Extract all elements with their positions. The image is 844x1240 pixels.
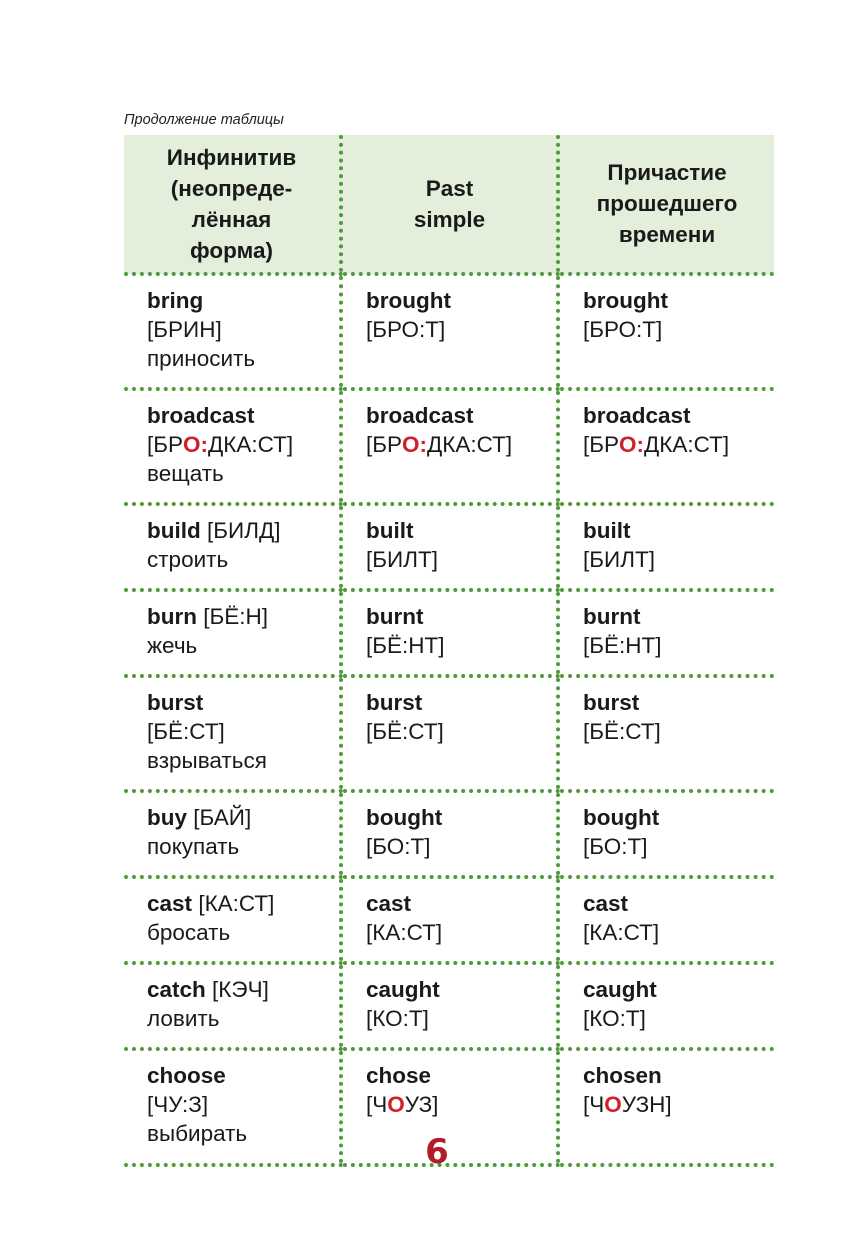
translation: выбирать xyxy=(147,1121,248,1146)
translation: строить xyxy=(147,547,229,572)
irregular-verbs-table xyxy=(124,135,774,1167)
participle-cell xyxy=(558,590,774,676)
verb-word: bring xyxy=(147,288,204,313)
transcription: [БЁ:СТ] xyxy=(583,719,661,744)
verb-word: burnt xyxy=(583,604,641,629)
transcription: [КО:Т] xyxy=(583,1006,646,1031)
transcription: [БЁ:Н] xyxy=(203,604,269,629)
table-row xyxy=(124,877,774,963)
verb-word: bought xyxy=(583,805,660,830)
verb-word: broadcast xyxy=(583,403,691,428)
stressed-vowel: О: xyxy=(402,432,428,457)
infinitive-cell xyxy=(124,676,341,791)
transcription: [БАЙ] xyxy=(193,805,252,830)
participle-cell xyxy=(558,504,774,590)
transcription: [БРИН] xyxy=(147,317,222,342)
table-row xyxy=(124,963,774,1049)
transcription: [КА:СТ] xyxy=(366,920,443,945)
verb-word: choose xyxy=(147,1063,226,1088)
transcription: [КА:СТ] xyxy=(583,920,660,945)
table-row xyxy=(124,389,774,504)
past-simple-cell xyxy=(341,963,558,1049)
verb-word: cast xyxy=(147,891,193,916)
table-row xyxy=(124,274,774,389)
transcription: [ЧОУЗН] xyxy=(583,1092,672,1117)
verb-word: burst xyxy=(583,690,640,715)
transcription: [БИЛТ] xyxy=(583,547,655,572)
transcription: [КО:Т] xyxy=(366,1006,429,1031)
verb-word: burn xyxy=(147,604,197,629)
transcription: [БЁ:НТ] xyxy=(366,633,445,658)
verb-word: catch xyxy=(147,977,206,1002)
verb-word: burnt xyxy=(366,604,424,629)
verb-word: cast xyxy=(366,891,412,916)
transcription: [БЁ:СТ] xyxy=(147,719,225,744)
verb-word: buy xyxy=(147,805,188,830)
table-row xyxy=(124,504,774,590)
table-continuation-caption: Продолжение таблицы xyxy=(124,112,284,128)
infinitive-cell xyxy=(124,791,341,877)
verb-word: broadcast xyxy=(147,403,255,428)
infinitive-cell xyxy=(124,274,341,389)
verb-word: caught xyxy=(366,977,440,1002)
past-simple-cell xyxy=(341,504,558,590)
participle-cell xyxy=(558,877,774,963)
stressed-vowel: О xyxy=(604,1092,622,1117)
table-row xyxy=(124,791,774,877)
verb-word: caught xyxy=(583,977,657,1002)
infinitive-cell xyxy=(124,877,341,963)
verb-word: burst xyxy=(366,690,423,715)
past-simple-cell xyxy=(341,590,558,676)
verb-word: bought xyxy=(366,805,443,830)
header-participle: Причастие прошедшего времени xyxy=(558,135,774,274)
participle-cell xyxy=(558,791,774,877)
page-number: 6 xyxy=(425,1132,449,1172)
participle-cell xyxy=(558,274,774,389)
stressed-vowel: О xyxy=(387,1092,405,1117)
translation: покупать xyxy=(147,834,240,859)
past-simple-cell xyxy=(341,877,558,963)
infinitive-cell xyxy=(124,963,341,1049)
verb-word: chose xyxy=(366,1063,432,1088)
transcription: [БРО:ДКА:СТ] xyxy=(147,432,294,457)
header-past-simple: Past simple xyxy=(341,135,558,274)
transcription: [КЭЧ] xyxy=(212,977,269,1002)
verb-word: build xyxy=(147,518,201,543)
past-simple-cell xyxy=(341,791,558,877)
past-simple-cell xyxy=(341,389,558,504)
stressed-vowel: О: xyxy=(183,432,209,457)
transcription: [БРО:ДКА:СТ] xyxy=(583,432,730,457)
table-row xyxy=(124,590,774,676)
translation: приносить xyxy=(147,346,256,371)
translation: ловить xyxy=(147,1006,220,1031)
verb-word: brought xyxy=(583,288,668,313)
header-infinitive: Инфинитив (неопреде- лённая форма) xyxy=(124,135,341,274)
transcription: [БО:Т] xyxy=(366,834,431,859)
infinitive-cell xyxy=(124,504,341,590)
past-simple-cell xyxy=(341,676,558,791)
participle-cell xyxy=(558,676,774,791)
transcription: [БРО:Т] xyxy=(583,317,663,342)
transcription: [БО:Т] xyxy=(583,834,648,859)
verb-word: burst xyxy=(147,690,204,715)
transcription: [КА:СТ] xyxy=(198,891,275,916)
translation: взрываться xyxy=(147,748,267,773)
participle-cell xyxy=(558,963,774,1049)
verb-word: chosen xyxy=(583,1063,662,1088)
verb-word: cast xyxy=(583,891,629,916)
transcription: [БЁ:НТ] xyxy=(583,633,662,658)
transcription: [БЁ:СТ] xyxy=(366,719,444,744)
transcription: [БРО:ДКА:СТ] xyxy=(366,432,513,457)
past-simple-cell xyxy=(341,274,558,389)
table-header-row xyxy=(124,135,774,274)
transcription: [БИЛТ] xyxy=(366,547,438,572)
infinitive-cell xyxy=(124,590,341,676)
stressed-vowel: О: xyxy=(619,432,645,457)
infinitive-cell xyxy=(124,389,341,504)
verb-word: built xyxy=(583,518,631,543)
translation: вещать xyxy=(147,461,224,486)
transcription: [ЧУ:З] xyxy=(147,1092,209,1117)
translation: бросать xyxy=(147,920,231,945)
verb-word: built xyxy=(366,518,414,543)
table-row xyxy=(124,676,774,791)
verb-word: brought xyxy=(366,288,451,313)
verb-word: broadcast xyxy=(366,403,474,428)
transcription: [БРО:Т] xyxy=(366,317,446,342)
transcription: [БИЛД] xyxy=(207,518,281,543)
transcription: [ЧОУЗ] xyxy=(366,1092,439,1117)
participle-cell xyxy=(558,389,774,504)
translation: жечь xyxy=(147,633,198,658)
